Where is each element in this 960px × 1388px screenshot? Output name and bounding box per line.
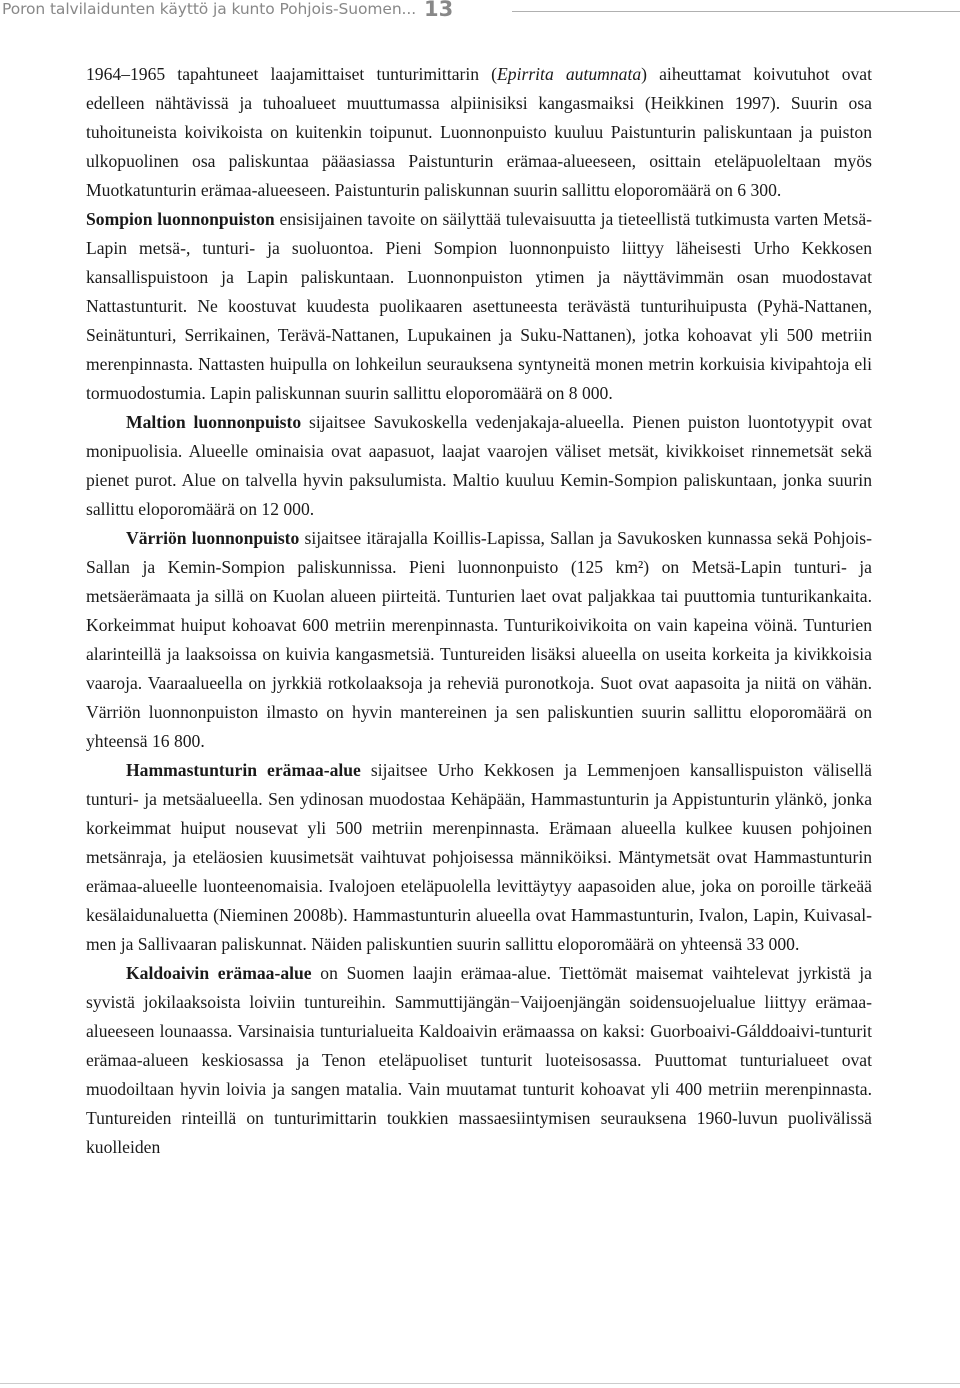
paragraph — [86, 756, 872, 959]
footer-rule — [0, 1383, 960, 1384]
paragraph-text: 1964–1965 tapahtuneet laajamittaiset tunturimittarin ( — [86, 64, 498, 84]
page-header — [0, 0, 960, 22]
paragraph-text: sijaitsee itärajalla Koillis-Lapissa, Sallan ja Savukosken kunnassa sekä Pohjois-Sallan ja Kemin-Sompion paliskunnissa. Pieni luonnonpuisto (125 km²) on Metsä-Lapin tunturi- ja metsäerämaata ja sillä on Kuolan alueen piirteitä. Tunturien laet ovat paljakkaa tai puuttomia tunturikankaita. Korkeimmat huiput kohoavat 600 metriin merenpinnasta. Tunturikoivikoita on vain kapeina vöinä. Tunturien alarinteillä ja laaksoissa on kuivia kangasmetsiä. Tuntureiden lisäksi alueella on useita korkeita ja kivikkoisia vaaroja. Vaaraalueella on jyrkkiä rotkolaaksoja ja reheviä puronotkoja. Suot ovat aapasoita ja niitä on vähän. Värriön luonnonpuiston ilmasto on hyvin mantereinen ja sen paliskuntien suurin sallittu eloporomäärä on yhteensä 16 800. — [86, 528, 872, 751]
paragraph — [86, 60, 872, 205]
paragraph-text: sijaitsee Urho Kekkosen ja Lemmenjoen kansallispuiston välisellä tunturi- ja metsäalueella. Sen ydinosan muodostaa Kehäpään, Hammastunturin ja Appistunturin ylänkö, jonka korkeimmat huiput nousevat yli 500 metriin merenpinnasta. Erämaan alueella kulkee kuusen pohjoinen metsänraja, ja eteläosien kuusimetsät vaihtuvat pohjoisessa männiköiksi. Mäntymetsät ovat Hammastunturin erämaa-alueelle luonteenomaisia. Ivalojoen eteläpuolella levittäytyy aapasoiden alue, joka on poroille tärkeää kesälaidunaluetta (Nieminen 2008b). Hammastunturin alueella ovat Hammastunturin, Ivalon, Lapin, Kuivasalmen ja Sallivaaran paliskunnat. Näiden paliskuntien suurin sallittu eloporomäärä on yhteensä 33 000. — [86, 760, 872, 954]
paragraph — [86, 205, 872, 408]
paragraph-text: Epirrita autumnata — [497, 64, 642, 84]
paragraph-heading: Värriön luonnonpuisto — [126, 528, 300, 548]
paragraph-text: ensisijainen tavoite on säilyttää tulevaisuutta ja tieteellistä tutkimusta varten Metsä-Lapin metsä-, tunturi- ja suoluontoa. Pieni Sompion luonnonpuisto liittyy läheisesti Urho Kekkosen kansallispuistoon ja Lapin paliskuntaan. Luonnonpuiston ytimen ja näyttävimmän osan muodostavat Nattastunturit. Ne koostuvat kuudesta puolikaaren asettuneesta terävästä tunturihuipusta (Pyhä-Nattanen, Seinätunturi, Serrikainen, Terävä-Nattanen, Lupukainen ja Suku-Nattanen), jotka kohoavat yli 500 metriin merenpinnasta. Nattasten huipulla on lohkeilun seurauksena syntyneitä monen metrin korkuisia kivipahtoja eli tormuodostumia. Lapin paliskunnan suurin sallittu eloporomäärä on 8 000. — [86, 209, 872, 403]
paragraph — [86, 959, 872, 1162]
paragraph-heading: Hammastunturin erämaa-alue — [126, 760, 361, 780]
paragraph-heading: Kaldoaivin erämaa-alue — [126, 963, 312, 983]
paragraph-text: ) aiheuttamat koivutuhot ovat edelleen nähtävissä ja tuhoalueet muuttumassa alpiinisiksi kangasmaiksi (Heikkinen 1997). Suurin osa tuhoituneista koivikoista on kuitenkin toipunut. Luonnonpuisto kuuluu Paistunturin paliskuntaan ja puiston ulkopuolinen osa paliskuntaa pääasiassa Paistunturin erämaa-alueeseen, osittain eteläpuoleltaan myös Muotkatunturin erämaa-alueeseen. Paistunturin paliskunnan suurin sallittu eloporomäärä on 6 300. — [86, 64, 872, 200]
header-rule — [512, 11, 960, 12]
paragraph-text: on Suomen laajin erämaa-alue. Tiettömät maisemat vaihtelevat jyrkistä ja syvistä jokilaaksoista loiviin tuntureihin. Sammuttijängän−Vaijoenjängän soidensuojelualue liittyy erämaa-alueeseen lounaassa. Varsinaisia tunturialueita Kaldoaivin erämaassa on kaksi: Guorboaivi-Gálddoaivi-tunturit erämaa-alueen keskiosassa ja Tenon eteläpuoliset tunturit luoteisosassa. Puuttomat tunturialueet ovat muodoiltaan hyvin loivia ja sangen matalia. Vain muutamat tunturit kohoavat yli 400 metriin merenpinnasta. Tuntureiden rinteillä on tunturimittarin toukkien massaesiintymisen seurauksena 1960-luvun puolivälissä kuolleiden — [86, 963, 872, 1157]
body-text — [86, 60, 872, 1162]
paragraph-text: sijaitsee Savukoskella vedenjakaja-alueella. Pienen puiston luontotyypit ovat monipuolisia. Alueelle ominaisia ovat aapasuot, laajat vaarojen väliset metsät, kivikkoiset rinnemetsät sekä pienet purot. Alue on talvella hyvin paksulumista. Maltio kuuluu Kemin-Sompion paliskuntaan, jonka suurin sallittu eloporomäärä on 12 000. — [86, 412, 872, 519]
paragraph — [86, 408, 872, 524]
paragraph-heading: Sompion luonnonpuiston — [86, 209, 275, 229]
running-title: Poron talvilaidunten käyttö ja kunto Pohjois-Suomen... — [2, 0, 417, 18]
paragraph — [86, 524, 872, 756]
paragraph-heading: Maltion luonnonpuisto — [126, 412, 302, 432]
page-number: 13 — [424, 0, 454, 21]
